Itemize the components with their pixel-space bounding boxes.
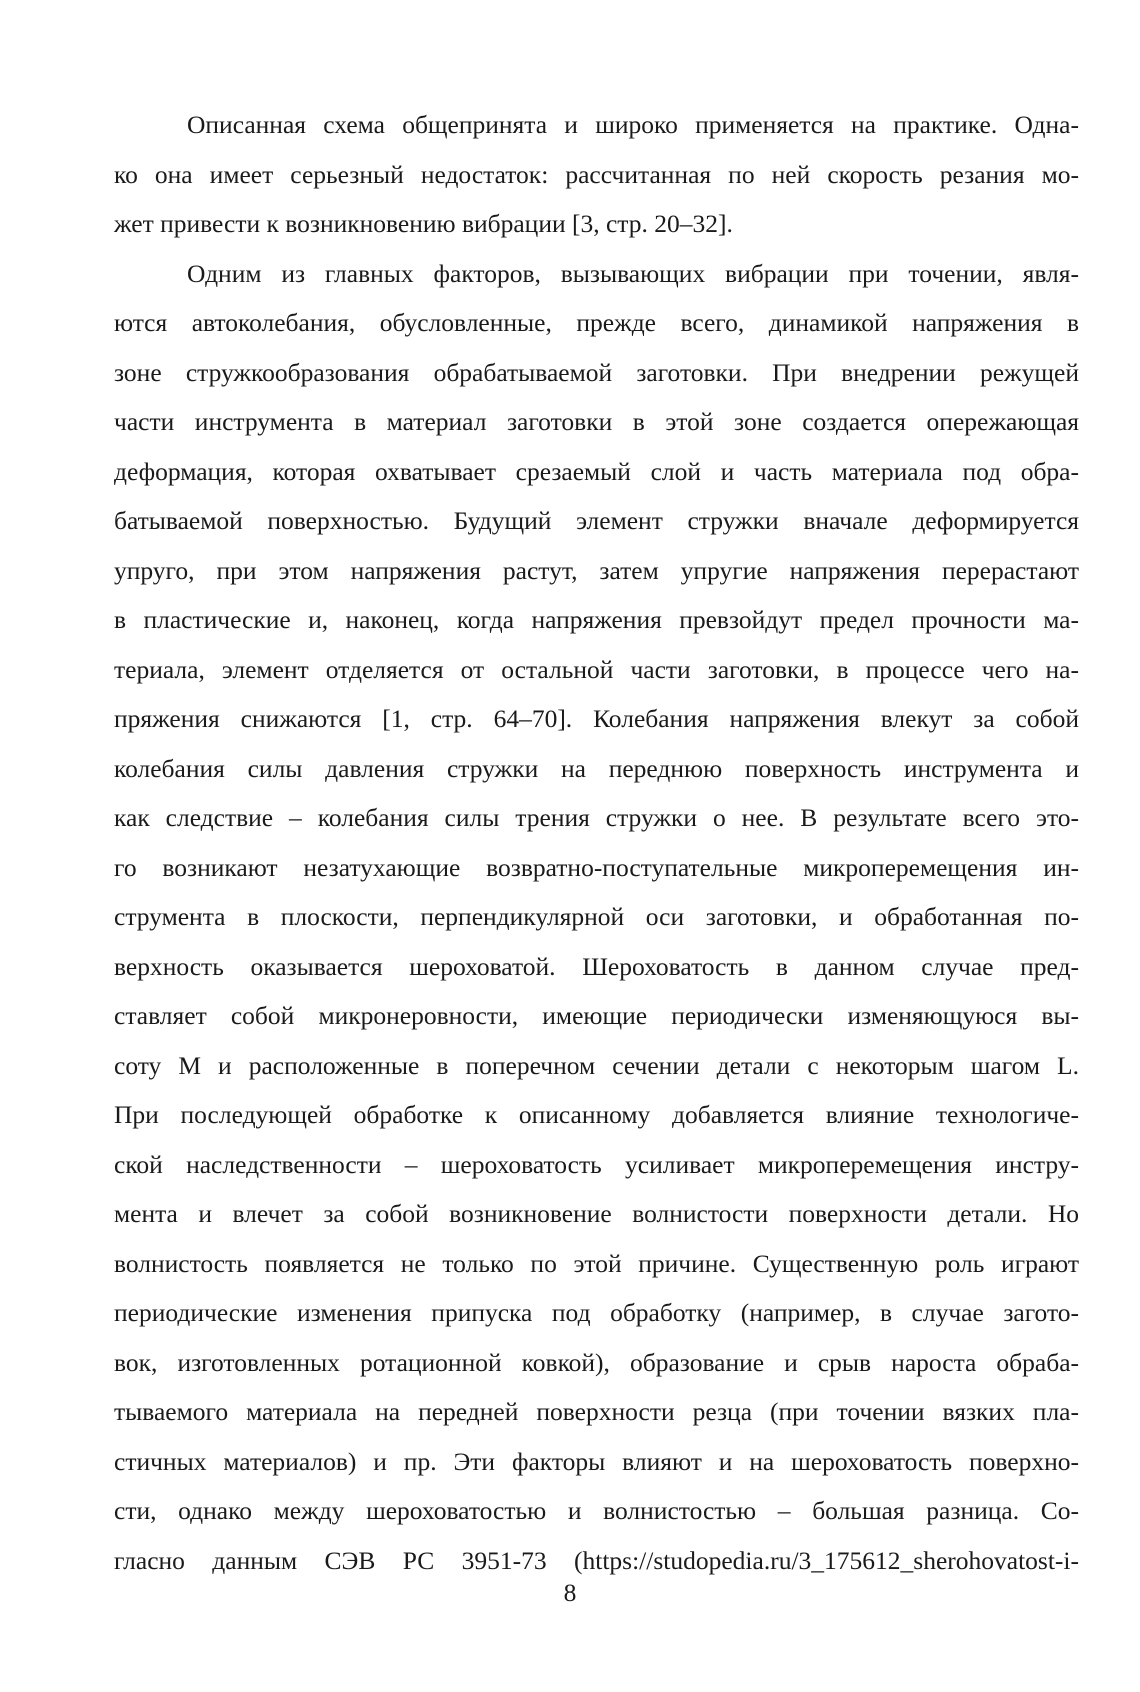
text-line: в пластические и, наконец, когда напряжения превзойдут предел прочности ма- — [114, 605, 1079, 634]
text-line: ской наследственности – шероховатость усиливает микроперемещения инстру- — [114, 1149, 1079, 1179]
text-line: периодические изменения припуска под обработку (например, в случае загото- — [114, 1298, 1079, 1327]
text-line: вок, изготовленных ротационной ковкой), образование и срыв нароста обраба- — [114, 1347, 1079, 1377]
text-line: пряжения снижаются [1, стр. 64–70]. Колебания напряжения влекут за собой — [114, 704, 1079, 733]
paragraph-1 — [114, 100, 1079, 249]
text-line: мента и влечет за собой возникновение волнистости поверхности детали. Но — [114, 1199, 1079, 1228]
text-line: сти, однако между шероховатостью и волнистостью – большая разница. Со- — [114, 1496, 1079, 1525]
text-line: тываемого материала на передней поверхности резца (при точении вязких пла- — [114, 1397, 1079, 1426]
text-line: Описанная схема общепринята и широко применяется на практике. Одна- — [187, 110, 1079, 139]
text-line: ко она имеет серьезный недостаток: рассчитанная по ней скорость резания мо- — [114, 159, 1079, 189]
text-line: териала, элемент отделяется от остальной части заготовки, в процессе чего на- — [114, 654, 1079, 684]
text-line: деформация, которая охватывает срезаемый слой и часть материала под обра- — [114, 456, 1079, 486]
text-line: При последующей обработке к описанному добавляется влияние технологиче- — [114, 1100, 1079, 1129]
text-line: как следствие – колебания силы трения стружки о нее. В результате всего это- — [114, 803, 1079, 832]
text-line: жет привести к возникновению вибрации [3, стр. 20–32]. — [114, 209, 733, 238]
paragraph-2 — [114, 249, 1079, 1586]
text-line: стичных материалов) и пр. Эти факторы влияют и на шероховатость поверхно- — [114, 1446, 1079, 1476]
text-line: ются автоколебания, обусловленные, прежде всего, динамикой напряжения в — [114, 308, 1079, 337]
body-text — [114, 100, 1079, 1585]
text-line: Одним из главных факторов, вызывающих вибрации при точении, явля- — [187, 258, 1079, 288]
text-line: зоне стружкообразования обрабатываемой заготовки. При внедрении режущей — [114, 357, 1079, 387]
text-line: волнистость появляется не только по этой причине. Существенную роль играют — [114, 1248, 1079, 1278]
text-line: упруго, при этом напряжения растут, затем упругие напряжения перерастают — [114, 555, 1079, 585]
text-line: соту M и расположенные в поперечном сечении детали с некоторым шагом L. — [114, 1050, 1079, 1080]
text-line: гласно данным СЭВ РС 3951-73 (https://studopedia.ru/3_175612_sherohovatost-i- — [114, 1545, 1079, 1575]
text-line: колебания силы давления стружки на переднюю поверхность инструмента и — [114, 753, 1079, 783]
text-line: го возникают незатухающие возвратно-поступательные микроперемещения ин- — [114, 852, 1079, 882]
text-line: струмента в плоскости, перпендикулярной оси заготовки, и обработанная по- — [114, 902, 1079, 931]
page-number: 8 — [563, 1578, 577, 1607]
text-line: батываемой поверхностью. Будущий элемент стружки вначале деформируется — [114, 506, 1079, 535]
text-line: верхность оказывается шероховатой. Шероховатость в данном случае пред- — [114, 951, 1079, 981]
text-line: части инструмента в материал заготовки в этой зоне создается опережающая — [114, 407, 1079, 436]
text-line: ставляет собой микронеровности, имеющие периодически изменяющуюся вы- — [114, 1001, 1079, 1030]
